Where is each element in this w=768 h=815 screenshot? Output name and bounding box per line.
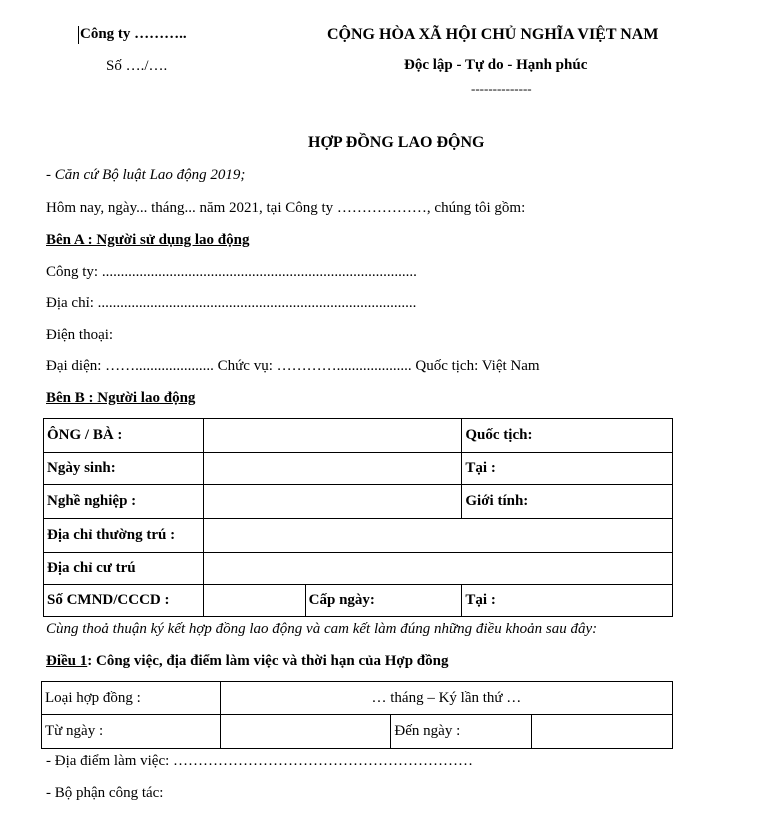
document-number: Số …./….	[106, 58, 168, 74]
nation-motto: Độc lập - Tự do - Hạnh phúc	[404, 57, 588, 73]
article-1-heading	[46, 653, 448, 670]
job-label: Nghề nghiệp :	[44, 485, 204, 519]
party-b-table	[43, 418, 673, 617]
motto-divider: --------------	[471, 81, 532, 96]
table-row	[44, 585, 673, 617]
text-cursor	[78, 26, 79, 44]
birthplace-label: Tại :	[462, 453, 673, 485]
permanent-address-value-cell	[203, 519, 672, 553]
party-a-representative: Đại diện: ……..................... Chức vụ: ………….................... Quốc tịch: Việt Nam	[46, 358, 540, 374]
workplace-line: - Địa điểm làm việc: ……………………………………………………	[46, 753, 474, 769]
dob-label: Ngày sinh:	[44, 453, 204, 485]
article-1-title: : Công việc, địa điểm làm việc và thời hạn của Hợp đồng	[87, 653, 449, 669]
party-a-heading: Bên A : Người sử dụng lao động	[46, 232, 250, 248]
id-number-value-cell	[203, 585, 305, 617]
department-line: - Bộ phận công tác:	[46, 785, 164, 801]
table-row	[42, 682, 673, 715]
party-a-phone: Điện thoại:	[46, 327, 114, 343]
contract-term-table	[41, 681, 673, 749]
party-a-company: Công ty: ....................................................................................	[46, 264, 417, 280]
dob-value-cell	[203, 453, 461, 485]
party-b-heading: Bên B : Người lao động	[46, 390, 196, 406]
from-date-value-cell	[220, 715, 391, 749]
table-row	[44, 553, 673, 585]
table-row	[44, 419, 673, 453]
from-date-label: Từ ngày :	[42, 715, 221, 749]
table-row	[42, 715, 673, 749]
issue-date-label: Cấp ngày:	[305, 585, 462, 617]
name-label: ÔNG / BÀ :	[44, 419, 204, 453]
gender-label: Giới tính:	[462, 485, 673, 519]
company-placeholder: Công ty ………..	[80, 26, 187, 42]
to-date-value-cell	[532, 715, 673, 749]
party-a-address: Địa chỉ: .....................................................................................	[46, 295, 417, 311]
permanent-address-label: Địa chỉ thường trú :	[44, 519, 204, 553]
document-title: HỢP ĐỒNG LAO ĐỘNG	[308, 134, 485, 151]
table-row	[44, 519, 673, 553]
legal-basis: - Căn cứ Bộ luật Lao động 2019;	[46, 167, 246, 183]
issue-place-label: Tại :	[462, 585, 673, 617]
contract-type-label: Loại hợp đồng :	[42, 682, 221, 715]
contract-type-value: … tháng – Ký lần thứ …	[220, 682, 672, 715]
residence-address-value-cell	[203, 553, 672, 585]
to-date-label: Đến ngày :	[391, 715, 532, 749]
agreement-statement: Cùng thoả thuận ký kết hợp đồng lao động và cam kết làm đúng những điều khoản sau đây:	[46, 621, 598, 637]
name-value-cell	[203, 419, 461, 453]
nationality-label: Quốc tịch:	[462, 419, 673, 453]
table-row	[44, 485, 673, 519]
nation-title: CỘNG HÒA XÃ HỘI CHỦ NGHĨA VIỆT NAM	[327, 26, 659, 43]
residence-address-label: Địa chỉ cư trú	[44, 553, 204, 585]
id-number-label: Số CMND/CCCD :	[44, 585, 204, 617]
job-value-cell	[203, 485, 461, 519]
article-1-label: Điều 1	[46, 653, 88, 669]
table-row	[44, 453, 673, 485]
contract-date-line: Hôm nay, ngày... tháng... năm 2021, tại Công ty ………………, chúng tôi gồm:	[46, 200, 526, 216]
